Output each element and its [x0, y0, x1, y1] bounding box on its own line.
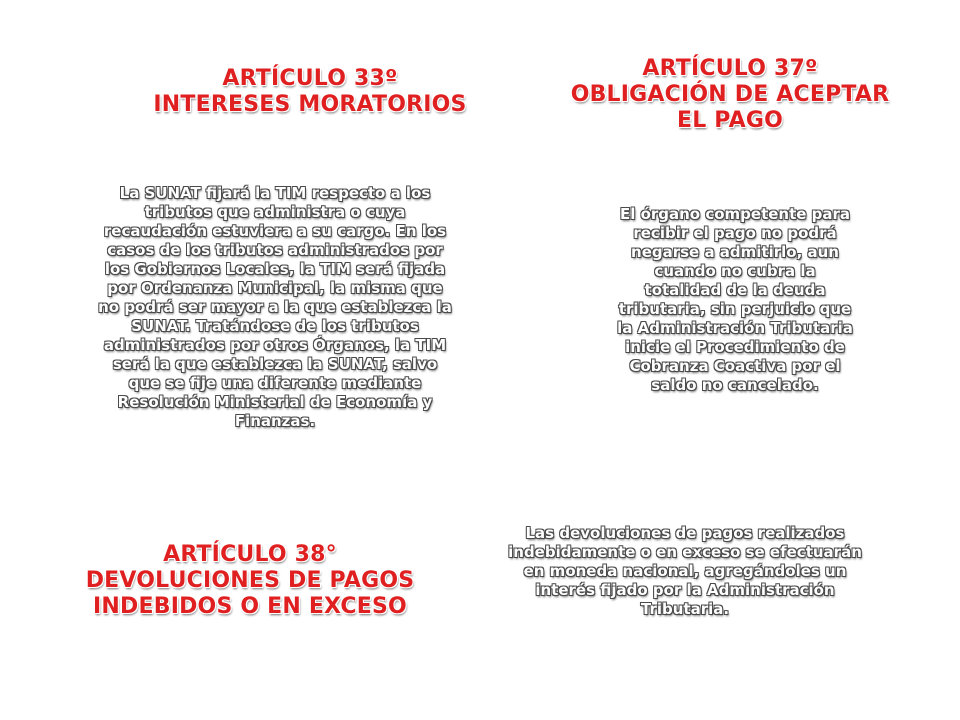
- article-38-heading: [30, 542, 470, 620]
- text-line: recaudación estuviera a su cargo. En los: [103, 222, 447, 240]
- text-line: recibir el pago no podrá: [633, 224, 837, 242]
- text-line: Resolución Ministerial de Economía y: [117, 393, 433, 411]
- text-line: la Administración Tributaria: [617, 319, 853, 337]
- text-line: administrados por otros Órganos, la TIM: [103, 336, 447, 354]
- text-line: Las devoluciones de pagos realizados: [525, 524, 845, 542]
- article-38-number: ARTÍCULO 38°: [163, 542, 337, 567]
- text-line: por Ordenanza Municipal, la misma que: [107, 279, 443, 297]
- text-line: La SUNAT fijará la TIM respecto a los: [119, 184, 431, 202]
- text-line: en moneda nacional, agregándoles un: [523, 562, 847, 580]
- text-line: negarse a admitirlo, aun: [631, 243, 839, 261]
- text-line: los Gobiernos Locales, la TIM será fijada: [104, 260, 446, 278]
- article-33-heading: [90, 66, 530, 118]
- text-line: indebidamente o en exceso se efectuarán: [508, 543, 862, 561]
- article-33-number: ARTÍCULO 33º: [222, 66, 398, 91]
- text-line: interés fijado por la Administración: [535, 581, 835, 599]
- text-line: casos de los tributos administrados por: [107, 241, 443, 259]
- text-line: tributos que administra o cuya: [144, 203, 406, 221]
- text-line: totalidad de la deuda: [644, 281, 826, 299]
- article-38-title-line-1: DEVOLUCIONES DE PAGOS: [85, 568, 415, 593]
- text-line: SUNAT. Tratándose de los tributos: [131, 317, 419, 335]
- article-33-text: [40, 184, 510, 431]
- text-line: no podrá ser mayor a la que establezca la: [98, 298, 452, 316]
- text-line: Cobranza Coactiva por el: [629, 357, 841, 375]
- article-38-text: [450, 524, 920, 619]
- article-37-title-line-2: EL PAGO: [677, 108, 783, 133]
- article-37-title-line-1: OBLIGACIÓN DE ACEPTAR: [570, 82, 890, 107]
- article-38-title-line-2: INDEBIDOS O EN EXCESO: [93, 594, 407, 619]
- text-line: El órgano competente para: [619, 205, 851, 223]
- text-line: inicie el Procedimiento de: [625, 338, 845, 356]
- text-line: saldo no cancelado.: [651, 376, 819, 394]
- text-line: que se fije una diferente mediante: [128, 374, 422, 392]
- article-37-number: ARTÍCULO 37º: [642, 56, 818, 81]
- article-37-text: [570, 205, 900, 395]
- text-line: cuando no cubra la: [654, 262, 816, 280]
- text-line: Tributaria.: [640, 600, 730, 618]
- text-line: Finanzas.: [234, 412, 316, 430]
- article-33-title: INTERESES MORATORIOS: [153, 92, 467, 117]
- text-line: tributaria, sin perjuicio que: [618, 300, 852, 318]
- text-line: será la que establezca la SUNAT, salvo: [112, 355, 438, 373]
- article-37-heading: [530, 56, 930, 134]
